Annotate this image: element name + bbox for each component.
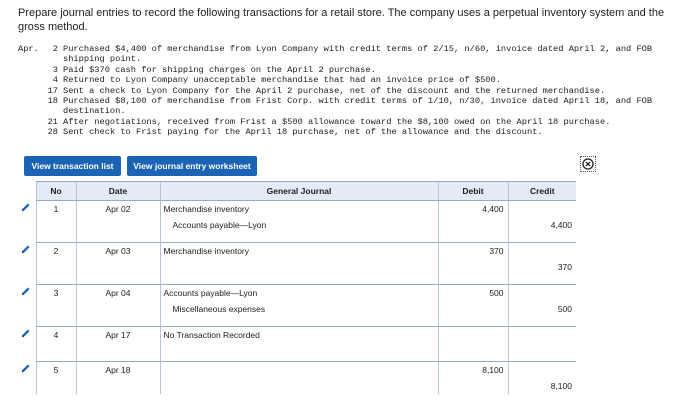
- debit-amount: [438, 378, 508, 394]
- transaction-item: [18, 96, 684, 117]
- transaction-text: Paid $370 cash for shipping charges on the April 2 purchase.: [63, 64, 376, 75]
- account-name: Miscellaneous expenses: [160, 301, 438, 317]
- table-row: [16, 285, 576, 302]
- edit-cell[interactable]: [16, 243, 36, 260]
- transaction-item: [18, 44, 684, 65]
- transaction-item: [18, 117, 684, 127]
- entry-date: Apr 18: [76, 362, 160, 379]
- viewport-edge: [0, 398, 700, 405]
- column-header-debit: Debit: [438, 182, 508, 201]
- credit-amount: [508, 362, 576, 379]
- transaction-text: Purchased $8,100 of merchandise from Frist Corp. with credit terms of 1/10, n/30, invoice dated April 18, and FOB destination.: [63, 96, 658, 117]
- transaction-month: [18, 65, 42, 75]
- account-name: Merchandise inventory: [160, 201, 438, 218]
- credit-amount: 4,400: [508, 217, 576, 233]
- transaction-day: 28: [47, 127, 58, 138]
- transaction-text: Purchased $4,400 of merchandise from Lyon Company with credit terms of 2/15, n/60, invoice dated April 2, and FOB shipping point.: [63, 44, 658, 65]
- table-row: [16, 201, 576, 218]
- debit-amount: [438, 301, 508, 317]
- column-header-credit: Credit: [508, 182, 576, 201]
- pencil-icon[interactable]: [20, 363, 31, 374]
- entry-number: 4: [36, 327, 76, 344]
- transaction-day: 17: [47, 85, 58, 96]
- transaction-month: [18, 75, 42, 85]
- table-row: [16, 217, 576, 233]
- edit-cell[interactable]: [16, 285, 36, 302]
- transaction-item: [18, 127, 684, 137]
- credit-amount: [508, 201, 576, 218]
- transaction-list: [18, 44, 684, 138]
- entry-number: 3: [36, 285, 76, 302]
- debit-amount: [438, 327, 508, 344]
- transaction-month: [18, 117, 42, 127]
- credit-amount: [508, 285, 576, 302]
- edit-cell[interactable]: [16, 362, 36, 379]
- entry-number: 1: [36, 201, 76, 218]
- view-journal-entry-worksheet-button[interactable]: View journal entry worksheet: [127, 156, 257, 176]
- pencil-icon[interactable]: [20, 202, 31, 213]
- transaction-month: [18, 127, 42, 137]
- table-header-row: [16, 182, 576, 201]
- edit-column-header: [16, 182, 36, 201]
- table-row: [16, 327, 576, 344]
- debit-amount: [438, 217, 508, 233]
- account-name: Merchandise inventory: [160, 243, 438, 260]
- general-journal-table: [16, 181, 576, 394]
- transaction-text: Sent check to Frist paying for the April 18 purchase, net of the allowance and the discount.: [63, 127, 543, 138]
- transaction-item: [18, 65, 684, 75]
- column-header-no: No: [36, 182, 76, 201]
- table-row: [16, 243, 576, 260]
- transaction-month: [18, 86, 42, 96]
- account-name: Accounts payable—Lyon: [160, 285, 438, 302]
- edit-cell[interactable]: [16, 201, 36, 218]
- close-icon[interactable]: [580, 156, 596, 172]
- transaction-text: Sent a check to Lyon Company for the April 2 purchase, net of the discount and the returned merchandise.: [63, 85, 606, 96]
- transaction-month: Apr.: [18, 44, 39, 54]
- transaction-item: [18, 75, 684, 85]
- debit-amount: 4,400: [438, 201, 508, 218]
- transaction-day: 18: [47, 96, 58, 107]
- debit-amount: 370: [438, 243, 508, 260]
- credit-amount: 8,100: [508, 378, 576, 394]
- entry-number: 2: [36, 243, 76, 260]
- column-header-date: Date: [76, 182, 160, 201]
- transaction-text: After negotiations, received from Frist a $500 allowance toward the $8,100 owed on the April 18 purchase.: [63, 116, 611, 127]
- table-row: [16, 259, 576, 275]
- entry-date: Apr 17: [76, 327, 160, 344]
- view-transaction-list-button[interactable]: View transaction list: [24, 156, 121, 176]
- transaction-day: 2: [52, 44, 58, 54]
- transaction-day: 21: [47, 116, 58, 127]
- edit-cell[interactable]: [16, 327, 36, 344]
- transaction-text: Returned to Lyon Company unacceptable merchandise that had an invoice price of $500.: [63, 75, 501, 86]
- credit-amount: 370: [508, 259, 576, 275]
- entry-date: Apr 02: [76, 201, 160, 218]
- account-name: [160, 362, 438, 379]
- credit-amount: 500: [508, 301, 576, 317]
- pencil-icon[interactable]: [20, 328, 31, 339]
- pencil-icon[interactable]: [20, 286, 31, 297]
- credit-amount: [508, 327, 576, 344]
- transaction-month: [18, 96, 42, 117]
- account-name: [160, 259, 438, 275]
- debit-amount: 500: [438, 285, 508, 302]
- debit-amount: [438, 259, 508, 275]
- table-row: [16, 301, 576, 317]
- problem-prompt: Prepare journal entries to record the following transactions for a retail store. The company uses a perpetual inventory system and the gross method.: [18, 7, 665, 33]
- transaction-day: 3: [52, 64, 58, 75]
- table-row: [16, 378, 576, 394]
- entry-date: Apr 04: [76, 285, 160, 302]
- transaction-day: 4: [52, 75, 58, 86]
- table-row: [16, 362, 576, 379]
- account-name: Accounts payable—Lyon: [160, 217, 438, 233]
- column-header-general-journal: General Journal: [160, 182, 438, 201]
- entry-date: Apr 03: [76, 243, 160, 260]
- account-name: [160, 378, 438, 394]
- debit-amount: 8,100: [438, 362, 508, 379]
- credit-amount: [508, 243, 576, 260]
- account-name: No Transaction Recorded: [160, 327, 438, 344]
- entry-number: 5: [36, 362, 76, 379]
- transaction-item: [18, 86, 684, 96]
- pencil-icon[interactable]: [20, 244, 31, 255]
